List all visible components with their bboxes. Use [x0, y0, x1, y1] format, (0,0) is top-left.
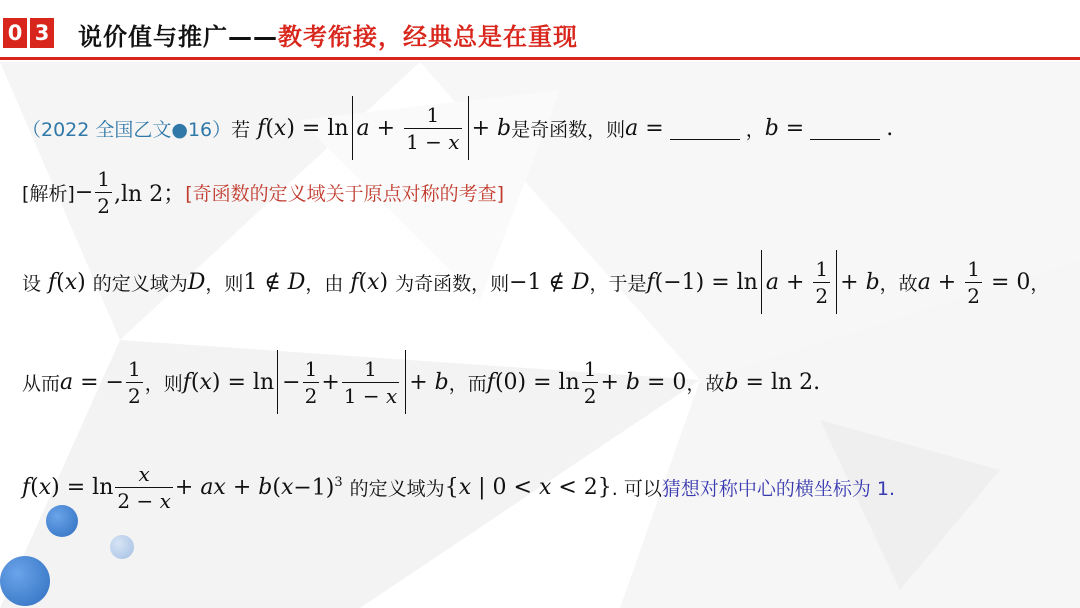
fraction: $\frac{x}{2 - x}$: [117, 462, 171, 513]
solution-step-2: 从而 a = − $\frac{1}{2}$ ，则 f ( x ) = ln − $\frac{1}{2}$ + $\frac{1}{1 - x}$ + b ，而 f (0) = ln $\frac{1}{2}$ + b = 0 ，故 b = ln 2 .: [22, 350, 820, 414]
absolute-value: a + $\frac{1}{1 - x}$: [352, 96, 469, 160]
formula: f: [250, 115, 266, 141]
text: ，则: [205, 272, 244, 295]
fraction: $\frac{1}{2}$: [815, 256, 829, 308]
problem-source: （2022 全国乙文●16）: [22, 118, 232, 141]
conjecture-highlight: 猜想对称中心的横坐标为 1.: [661, 478, 896, 500]
text: ，则: [144, 372, 183, 395]
absolute-value: a + $\frac{1}{2}$: [761, 250, 837, 314]
comma: ，: [745, 118, 765, 141]
text: ，故: [879, 272, 918, 295]
analysis-note: [奇函数的定义域关于原点对称的考查]: [185, 183, 505, 205]
fraction: $\frac{1}{2}$: [304, 356, 318, 408]
analysis-line: [解析] − $\frac{1}{2}$ ,ln 2； [奇函数的定义域关于原点对称的考查]: [22, 167, 505, 218]
answer-blank-a: [670, 117, 740, 140]
decorative-circle: [0, 556, 50, 606]
solution-step-3: f ( x ) = ln $\frac{x}{2 - x}$ + ax + b ( x −1)$^3$ 的定义域为 { x | 0 < x < 2} . 可以 猜想对称中心的横坐标为 1.: [22, 462, 896, 513]
text: 设: [22, 272, 42, 295]
solution-step-1: 设 f ( x ) 的定义域为 D ，则 1 ∉ D ，由 f ( x ) 为奇函数，则 −1 ∉ D ，于是 f (−1) = ln a + $\frac{1}{2}$ + b ，故 a + $\frac{1}{2}$ = 0 ，: [22, 250, 1049, 314]
fraction: $\frac{1}{1 - x}$: [343, 356, 398, 408]
fraction: $\frac{1}{2}$: [967, 256, 980, 308]
text: 的定义域为: [92, 272, 188, 295]
text: ，于是: [589, 272, 647, 295]
section-number-digit: 3: [30, 18, 54, 48]
text: . 可以: [611, 478, 662, 500]
text: ，故: [686, 372, 725, 395]
title-red-part: 教考衔接，经典总是在重现: [278, 23, 578, 51]
analysis-answer-tail: ,ln 2；: [114, 182, 186, 207]
section-number-digit: 0: [3, 18, 27, 48]
text: 的定义域为: [349, 478, 445, 500]
fraction: $\frac{1}{2}$: [583, 356, 597, 408]
text: ，而: [448, 372, 487, 395]
fraction: $\frac{1}{2}$: [97, 167, 110, 218]
problem-line: （2022 全国乙文●16） 若 f ( x ) = ln a + $\frac{1}{1 - x}$ + b 是奇函数，则 a = ， b = .: [22, 96, 893, 160]
text: 为奇函数，则: [395, 272, 510, 295]
fraction: $\frac{1}{2}$: [128, 356, 141, 408]
text: 从而: [22, 372, 61, 395]
decorative-circle: [110, 535, 134, 559]
text: ，: [1030, 272, 1050, 295]
title-black-part: 说价值与推广——: [78, 23, 278, 51]
text: .: [813, 369, 821, 395]
fraction: $\frac{1}{1 - x}$: [406, 102, 460, 154]
period: .: [886, 115, 894, 141]
problem-text-if: 若: [231, 118, 251, 141]
text: ，由: [305, 272, 344, 295]
answer-blank-b: [810, 117, 880, 140]
decorative-circle: [46, 505, 78, 537]
analysis-label: [解析]: [22, 183, 75, 205]
absolute-value: − $\frac{1}{2}$ + $\frac{1}{1 - x}$: [277, 350, 406, 414]
problem-text-is-odd: 是奇函数，则: [511, 118, 626, 141]
